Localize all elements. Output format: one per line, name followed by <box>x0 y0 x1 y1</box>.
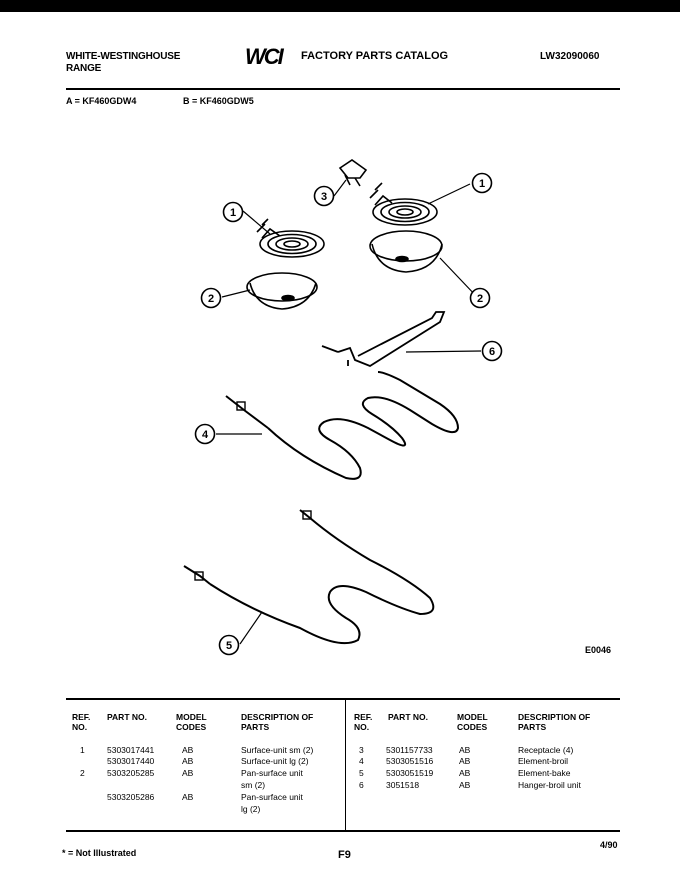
callout-label: 1 <box>229 207 237 219</box>
callout-5 <box>218 634 240 661</box>
table-bottom-rule <box>66 830 620 832</box>
cell-part: 5303051519 <box>386 768 434 778</box>
cell-desc: lg (2) <box>241 804 261 814</box>
cell-ref: 5 <box>359 768 364 778</box>
catalog-number: LW32090060 <box>540 51 600 62</box>
surface-unit-right <box>370 183 437 225</box>
header-part-left: PART NO. <box>107 712 147 722</box>
cell-part: 5301157733 <box>386 745 433 755</box>
callout-label: 5 <box>225 640 233 652</box>
cell-desc: Surface-unit sm (2) <box>241 745 314 755</box>
cell-codes: AB <box>459 780 471 790</box>
drawing-code: E0046 <box>585 645 612 655</box>
footnote: * = Not Illustrated <box>62 848 137 858</box>
cell-part: 5303017440 <box>107 756 155 766</box>
callout-label: 3 <box>320 191 328 203</box>
callout-label: 6 <box>488 346 496 358</box>
table-column-divider <box>345 700 346 830</box>
cell-codes: AB <box>459 745 471 755</box>
wci-logo: WCI <box>245 44 282 69</box>
callout-1-right <box>471 172 493 199</box>
cell-part: 5303205286 <box>107 792 155 802</box>
drip-pan-left <box>247 273 317 309</box>
cell-codes: AB <box>459 768 471 778</box>
cell-codes: AB <box>459 756 471 766</box>
cell-desc: Surface-unit lg (2) <box>241 756 309 766</box>
header-codes-right: MODEL CODES <box>457 712 488 732</box>
page-number: F9 <box>338 849 351 861</box>
brand-name: WHITE-WESTINGHOUSE <box>66 51 181 62</box>
callout-2-right <box>469 287 491 314</box>
header-codes-left: MODEL CODES <box>176 712 207 732</box>
callout-6 <box>481 340 503 367</box>
cell-ref: 3 <box>359 745 364 755</box>
model-b: B = KF460GDW5 <box>183 96 254 106</box>
header-ref-right: REF. NO. <box>354 712 373 732</box>
cell-part: 5303017441 <box>107 745 155 755</box>
table-top-rule <box>66 698 620 700</box>
revision-date: 4/90 <box>600 840 618 850</box>
cell-part: 5303205285 <box>107 768 155 778</box>
callout-label: 1 <box>478 178 486 190</box>
model-a: A = KF460GDW4 <box>66 96 137 106</box>
callout-2-left <box>200 287 222 314</box>
cell-part: 3051518 <box>386 780 420 790</box>
cell-desc: Hanger-broil unit <box>518 780 581 790</box>
header-ref-left: REF. NO. <box>72 712 91 732</box>
cell-codes: AB <box>182 756 194 766</box>
cell-ref: 4 <box>359 756 364 766</box>
cell-ref: 6 <box>359 780 364 790</box>
cell-desc: Element-bake <box>518 768 571 778</box>
cell-desc: Receptacle (4) <box>518 745 574 755</box>
cell-part: 5303051516 <box>386 756 434 766</box>
callout-3 <box>313 185 335 212</box>
bake-element <box>184 510 433 643</box>
cell-desc: Element-broil <box>518 756 569 766</box>
cell-codes: AB <box>182 745 194 755</box>
surface-unit-left <box>257 219 324 257</box>
callout-4 <box>194 423 216 450</box>
callout-1-left <box>222 201 244 228</box>
product-type: RANGE <box>66 63 102 74</box>
drip-pan-right <box>370 231 442 272</box>
broil-hanger <box>322 312 444 366</box>
cell-desc: Pan-surface unit <box>241 768 303 778</box>
cell-ref: 1 <box>80 745 85 755</box>
cell-codes: AB <box>182 792 194 802</box>
callout-label: 2 <box>476 293 484 305</box>
cell-desc: Pan-surface unit <box>241 792 303 802</box>
header-desc-left: DESCRIPTION OF PARTS <box>241 712 314 732</box>
callout-label: 4 <box>201 429 209 441</box>
cell-ref: 2 <box>80 768 85 778</box>
cell-desc: sm (2) <box>241 780 266 790</box>
cell-codes: AB <box>182 768 194 778</box>
catalog-title: FACTORY PARTS CATALOG <box>301 50 449 62</box>
callout-label: 2 <box>207 293 215 305</box>
broil-element <box>226 372 458 479</box>
header-desc-right: DESCRIPTION OF PARTS <box>518 712 591 732</box>
header-part-right: PART NO. <box>388 712 428 722</box>
